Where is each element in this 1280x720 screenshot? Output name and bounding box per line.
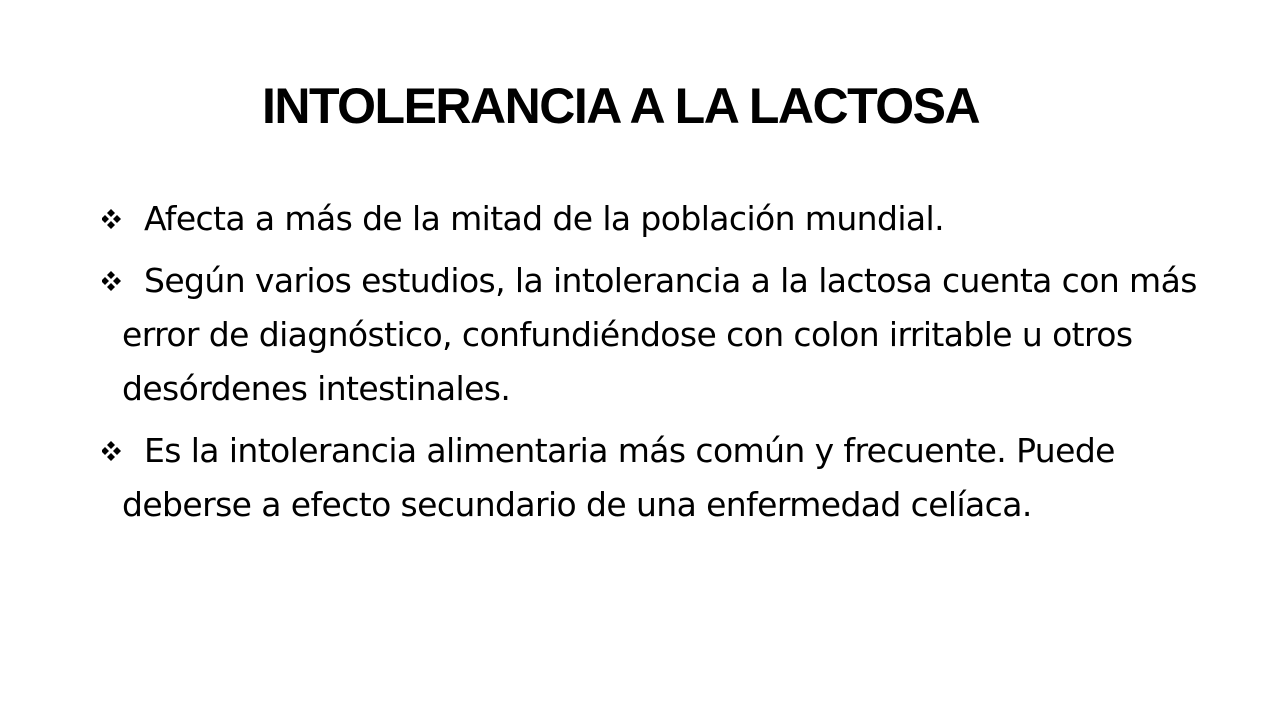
- diamond-bullet-icon: [102, 208, 136, 234]
- bullet-item: [102, 192, 1222, 246]
- slide-title: INTOLERANCIA A LA LACTOSA: [262, 78, 980, 134]
- bullet-text: Según varios estudios, la intolerancia a la lactosa cuenta con más error de diagnóstico, confundiéndose con colon irritable u otros desórdenes intestinales.: [122, 261, 1197, 408]
- bullet-list: [102, 192, 1222, 532]
- bullet-item: [102, 424, 1222, 532]
- diamond-bullet-icon: [102, 270, 136, 296]
- diamond-bullet-icon: [102, 440, 136, 466]
- bullet-text: Afecta a más de la mitad de la población mundial.: [144, 199, 944, 238]
- bullet-item: [102, 254, 1222, 416]
- bullet-text: Es la intolerancia alimentaria más común y frecuente. Puede deberse a efecto secundario de una enfermedad celíaca.: [122, 431, 1115, 524]
